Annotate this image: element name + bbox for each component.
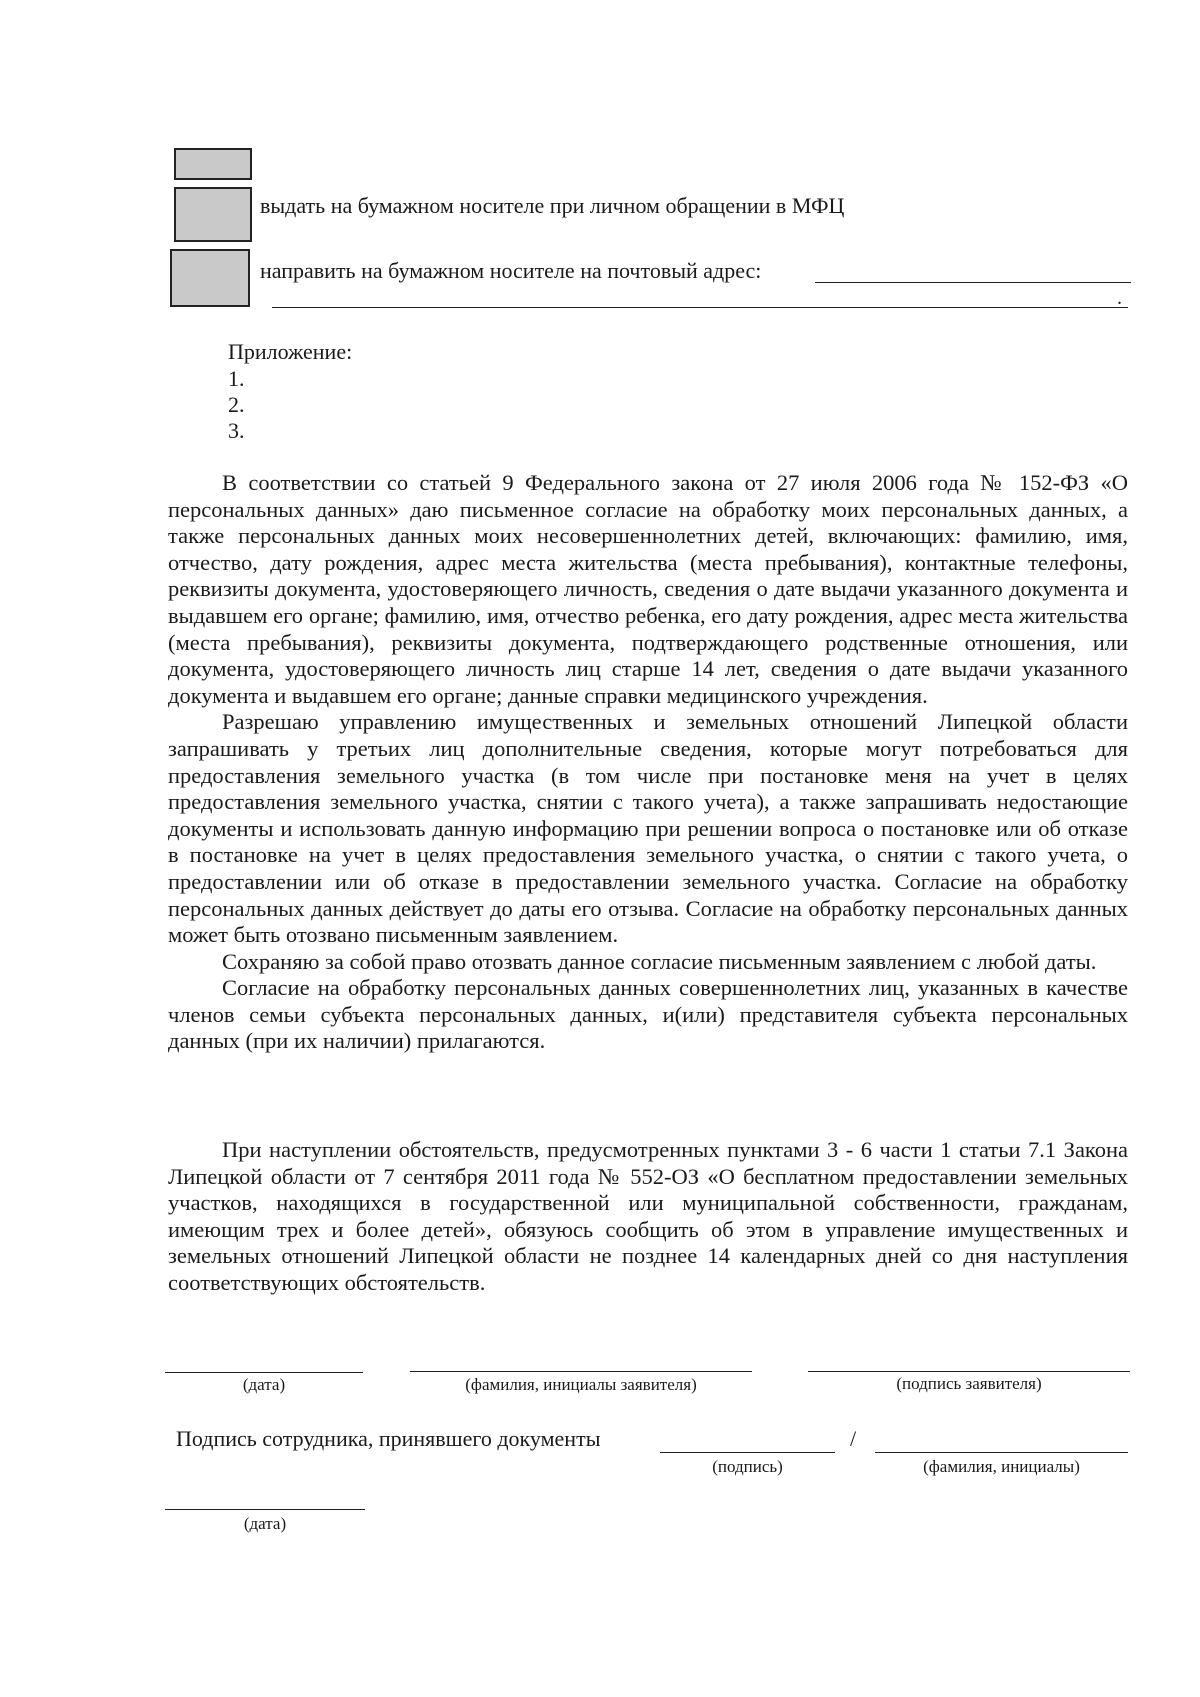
- applicant-name-line[interactable]: [410, 1371, 752, 1372]
- employee-name-label: (фамилия, инициалы): [923, 1457, 1080, 1476]
- applicant-signature-label: (подпись заявителя): [896, 1374, 1042, 1393]
- applicant-date-label: (дата): [242, 1375, 286, 1394]
- employee-date-line[interactable]: [165, 1509, 365, 1510]
- attachments-title: Приложение:: [228, 339, 353, 364]
- employee-name-line[interactable]: [875, 1452, 1128, 1453]
- signature-separator: /: [850, 1426, 857, 1451]
- delivery-option-checkbox-post[interactable]: [170, 249, 250, 307]
- obligation-paragraph: При наступлении обстоятельств, предусмотренных пунктами 3 - 6 части 1 статьи 7.1 Закона Липецкой области от 7 сентября 2011 года № 552-ОЗ «О бесплатном предоставлении земельных участков, находящихся в государственной или муниципальной собственности, гражданам, имеющим трех и более детей», обязуюсь сообщить об этом в управление имущественных и земельных отношений Липецкой области не позднее 14 календарных дней со дня наступления соответствующих обстоятельств.: [168, 1137, 1128, 1295]
- applicant-date-line[interactable]: [165, 1372, 363, 1373]
- postal-address-line-1[interactable]: [815, 282, 1131, 283]
- attachment-item-3: 3.: [228, 418, 245, 443]
- delivery-option-label-mfc: выдать на бумажном носителе при личном обращении в МФЦ: [260, 193, 845, 218]
- delivery-option-checkbox-mfc[interactable]: [174, 187, 252, 242]
- consent-paragraph-1: В соответствии со статьей 9 Федерального закона от 27 июля 2006 года № 152-ФЗ «О персональных данных» даю письменное согласие на обработку моих персональных данных, а также персональных данных моих несовершеннолетних детей, включающих: фамилию, имя, отчество, дату рождения, адрес места жительства (места пребывания), контактные телефоны, реквизиты документа, удостоверяющего личность, сведения о дате выдачи указанного документа и выдавшем его органе; фамилию, имя, отчество ребенка, его дату рождения, адрес места жительства (места пребывания), реквизиты документа, подтверждающего родственные отношения, или документа, удостоверяющего личность лиц старше 14 лет, сведения о дате выдачи указанного документа и выдавшем его органе; данные справки медицинского учреждения.: [168, 470, 1128, 708]
- employee-signature-line[interactable]: [660, 1452, 835, 1453]
- postal-address-line-2[interactable]: [272, 307, 1128, 308]
- consent-paragraph-3: Сохраняю за собой право отозвать данное согласие письменным заявлением с любой даты.: [222, 948, 1097, 974]
- attachment-item-2: 2.: [228, 392, 245, 417]
- attachment-item-1: 1.: [228, 366, 245, 391]
- applicant-name-label: (фамилия, инициалы заявителя): [465, 1375, 697, 1394]
- postal-address-end-mark: .: [1117, 287, 1122, 309]
- employee-date-label: (дата): [243, 1514, 287, 1533]
- delivery-option-checkbox-1[interactable]: [174, 148, 252, 180]
- employee-signature-caption: Подпись сотрудника, принявшего документы: [176, 1426, 601, 1451]
- applicant-signature-line[interactable]: [808, 1371, 1130, 1372]
- obligation-text: [168, 1137, 1128, 1297]
- consent-text: [168, 470, 1128, 1055]
- consent-paragraph-2: Разрешаю управлению имущественных и земельных отношений Липецкой области запрашивать у третьих лиц дополнительные сведения, которые могут потребоваться для предоставления земельного участка (в том числе при постановке меня на учет в целях предоставления земельного участка, снятии с такого учета), а также запрашивать недостающие документы и использовать данную информацию при решении вопроса о постановке или об отказе в постановке на учет в целях предоставления земельного участка, о снятии с такого учета, о предоставлении или об отказе в предоставлении земельного участка. Согласие на обработку персональных данных действует до даты его отзыва. Согласие на обработку персональных данных может быть отозвано письменным заявлением.: [168, 709, 1128, 948]
- employee-signature-label: (подпись): [712, 1457, 783, 1476]
- delivery-option-label-post: направить на бумажном носителе на почтовый адрес:: [260, 258, 762, 283]
- attachments-list: [228, 366, 245, 444]
- consent-paragraph-4: Согласие на обработку персональных данных совершеннолетних лиц, указанных в качестве членов семьи субъекта персональных данных, и(или) представителя субъекта персональных данных (при их наличии) прилагаются.: [168, 975, 1128, 1054]
